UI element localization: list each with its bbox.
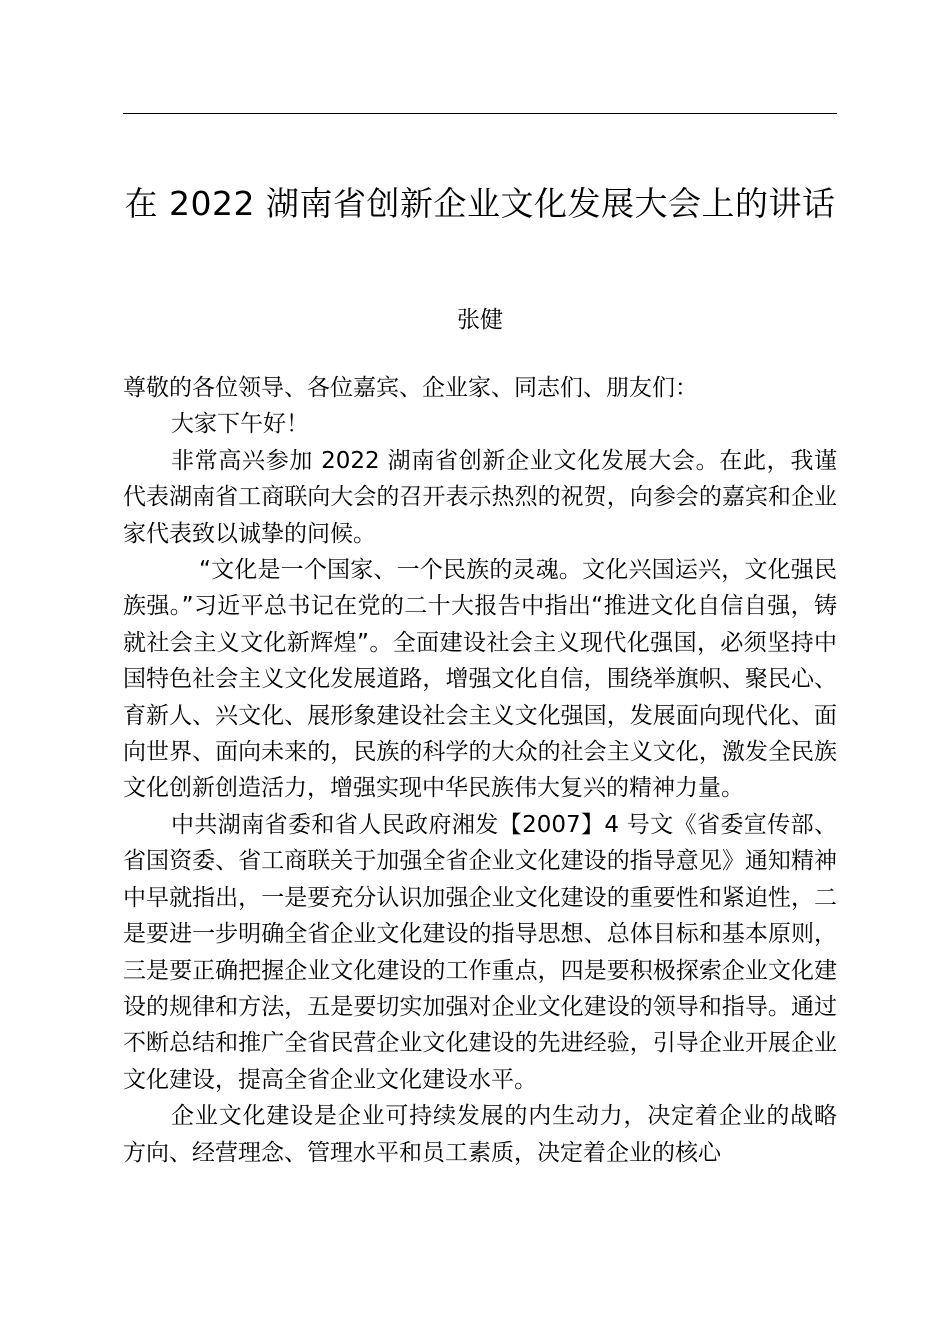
paragraph-greeting: 大家下午好！: [171, 411, 309, 438]
document-body: [123, 370, 837, 1171]
document-title: 在 2022 湖南省创新企业文化发展大会上的讲话: [124, 184, 836, 223]
paragraph-enterprise-culture: 企业文化建设是企业可持续发展的内生动力，决定着企业的战略方向、经营理念、管理水平和员工素质，决定着企业的核心: [123, 1103, 837, 1166]
paragraph-opening: 非常高兴参加 2022 湖南省创新企业文化发展大会。在此，我谨代表湖南省工商联向大会的召开表示热烈的祝贺，向参会的嘉宾和企业家代表致以诚挚的问候。: [123, 447, 837, 547]
header-rule: [123, 113, 837, 114]
salutation: 尊敬的各位领导、各位嘉宾、企业家、同志们、朋友们：: [123, 375, 698, 401]
paragraph-provincial-guidance: 中共湖南省委和省人民政府湘发【2007】4 号文《省委宣传部、省国资委、省工商联关于加强全省企业文化建设的指导意见》通知精神中早就指出，一是要充分认识加强企业文化建设的重要性和紧迫性，二是要进一步明确全省企业文化建设的指导思想、总体目标和基本原则，三是要正确把握企业文化建设的工作重点，四是要积极探索企业文化建设的规律和方法，五是要切实加强对企业文化建设的领导和指导。通过不断总结和推广全省民营企业文化建设的先进经验，引导企业开展企业文化建设，提高全省企业文化建设水平。: [123, 811, 837, 1093]
author-name: 张健: [457, 307, 503, 333]
paragraph-culture-quote: “文化是一个国家、一个民族的灵魂。文化兴国运兴，文化强民族强。”习近平总书记在党的二十大报告中指出“推进文化自信自强，铸就社会主义文化新辉煌”。全面建设社会主义现代化强国，必须坚持中国特色社会主义文化发展道路，增强文化自信，围绕举旗帜、聚民心、育新人、兴文化、展形象建设社会主义文化强国，发展面向现代化、面向世界、面向未来的，民族的科学的大众的社会主义文化，激发全民族文化创新创造活力，增强实现中华民族伟大复兴的精神力量。: [123, 557, 837, 802]
